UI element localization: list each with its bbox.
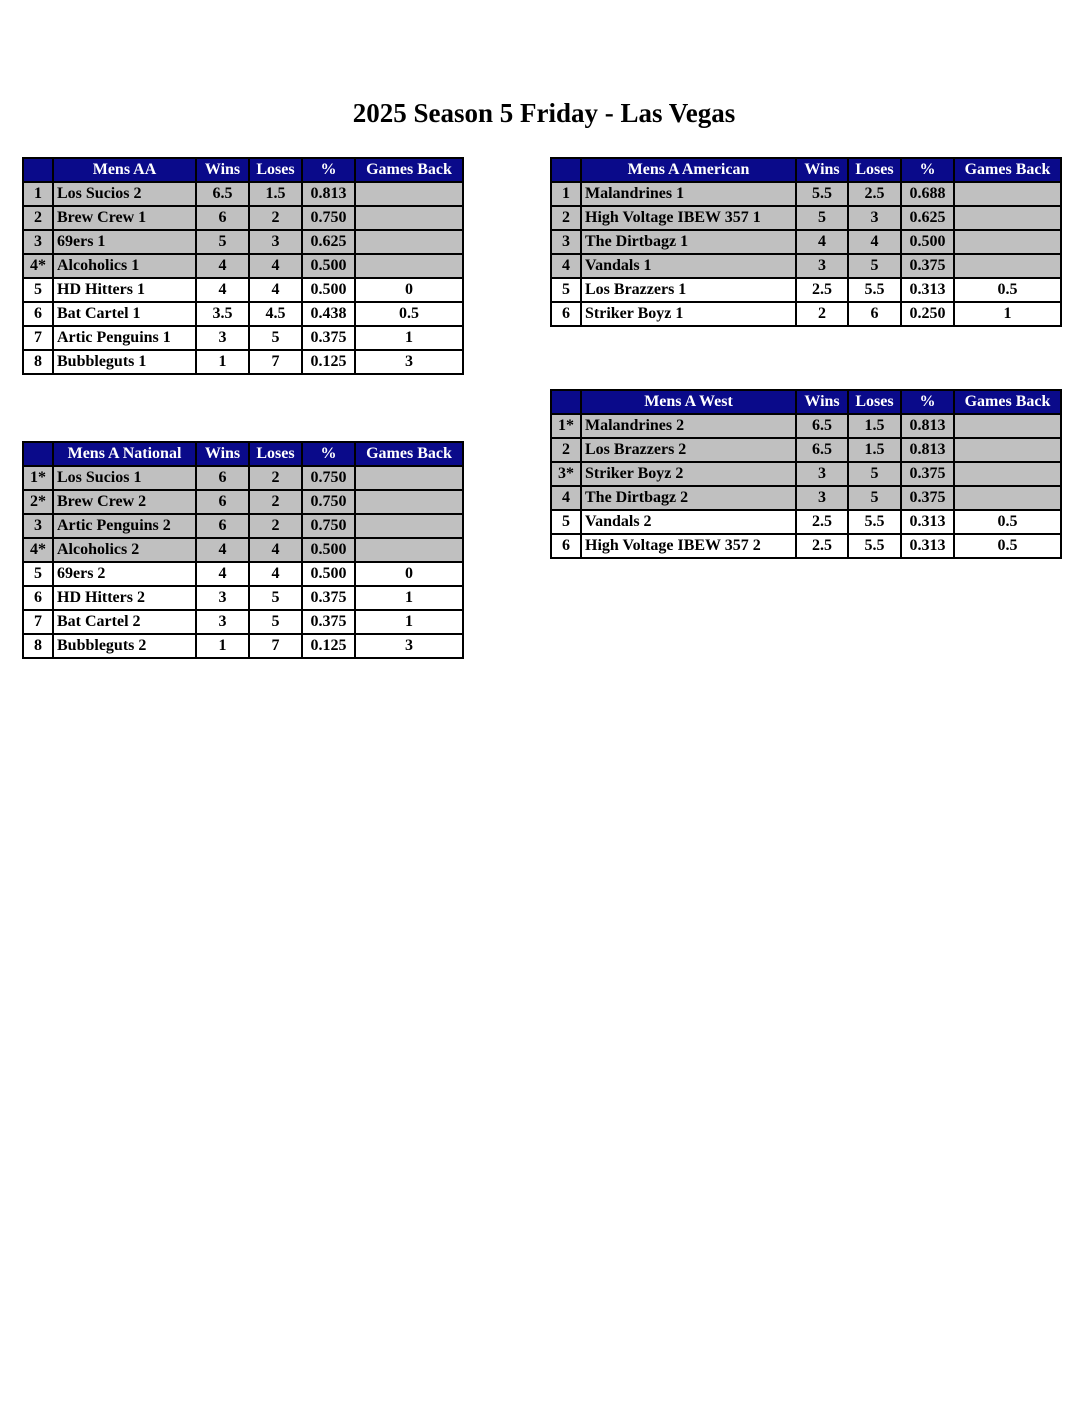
loses-cell: 2	[249, 206, 302, 230]
rank-cell: 5	[23, 278, 53, 302]
games-back-cell: 1	[954, 302, 1061, 326]
pct-cell: 0.250	[901, 302, 954, 326]
wins-cell: 3	[796, 254, 848, 278]
games-back-cell: 3	[355, 350, 463, 374]
wins-cell: 6.5	[796, 414, 848, 438]
team-row	[23, 302, 463, 326]
wins-cell: 4	[196, 538, 249, 562]
pct-cell: 0.313	[901, 278, 954, 302]
column-header-loses: Loses	[249, 442, 302, 466]
team-row	[23, 514, 463, 538]
team-row	[551, 462, 1061, 486]
pct-cell: 0.375	[302, 610, 355, 634]
pct-cell: 0.125	[302, 634, 355, 658]
games-back-cell	[355, 490, 463, 514]
rank-cell: 2	[23, 206, 53, 230]
team-name-cell: Bubbleguts 2	[53, 634, 196, 658]
pct-cell: 0.813	[901, 414, 954, 438]
loses-cell: 2	[249, 466, 302, 490]
team-name-cell: Alcoholics 1	[53, 254, 196, 278]
rank-cell: 2*	[23, 490, 53, 514]
rank-cell: 4*	[23, 254, 53, 278]
games-back-cell	[954, 438, 1061, 462]
wins-cell: 3	[196, 610, 249, 634]
rank-cell: 5	[551, 278, 581, 302]
loses-cell: 5	[848, 462, 901, 486]
loses-cell: 2	[249, 490, 302, 514]
header-row	[551, 158, 1061, 182]
column-header-pct: %	[302, 442, 355, 466]
team-name-cell: Vandals 2	[581, 510, 796, 534]
games-back-cell	[954, 182, 1061, 206]
team-row	[23, 634, 463, 658]
team-row	[23, 182, 463, 206]
rank-cell: 2	[551, 438, 581, 462]
team-row	[551, 414, 1061, 438]
team-name-cell: Vandals 1	[581, 254, 796, 278]
games-back-cell	[355, 466, 463, 490]
rank-cell: 5	[551, 510, 581, 534]
loses-cell: 5.5	[848, 534, 901, 558]
wins-cell: 5	[196, 230, 249, 254]
team-name-cell: Bat Cartel 1	[53, 302, 196, 326]
standings-table-mens-aa	[22, 157, 464, 375]
rank-cell: 3	[23, 514, 53, 538]
loses-cell: 2.5	[848, 182, 901, 206]
header-rank-cell	[23, 158, 53, 182]
division-name: Mens A American	[581, 158, 796, 182]
rank-cell: 4	[551, 254, 581, 278]
loses-cell: 4	[848, 230, 901, 254]
games-back-cell	[954, 254, 1061, 278]
wins-cell: 2.5	[796, 278, 848, 302]
loses-cell: 5	[249, 586, 302, 610]
pct-cell: 0.625	[302, 230, 355, 254]
wins-cell: 3	[196, 586, 249, 610]
games-back-cell: 1	[355, 586, 463, 610]
rank-cell: 5	[23, 562, 53, 586]
standings-table-mens-a-american	[550, 157, 1062, 327]
games-back-cell: 0.5	[954, 510, 1061, 534]
rank-cell: 4	[551, 486, 581, 510]
loses-cell: 6	[848, 302, 901, 326]
column-header-loses: Loses	[848, 158, 901, 182]
rank-cell: 6	[551, 534, 581, 558]
team-name-cell: Malandrines 2	[581, 414, 796, 438]
team-row	[551, 438, 1061, 462]
loses-cell: 4.5	[249, 302, 302, 326]
wins-cell: 6.5	[196, 182, 249, 206]
rank-cell: 3*	[551, 462, 581, 486]
column-header-pct: %	[901, 158, 954, 182]
division-name: Mens AA	[53, 158, 196, 182]
loses-cell: 2	[249, 514, 302, 538]
pct-cell: 0.500	[302, 562, 355, 586]
header-rank-cell	[551, 158, 581, 182]
games-back-cell	[954, 486, 1061, 510]
loses-cell: 5	[848, 254, 901, 278]
loses-cell: 5	[848, 486, 901, 510]
team-row	[23, 230, 463, 254]
pct-cell: 0.375	[901, 254, 954, 278]
rank-cell: 1*	[23, 466, 53, 490]
team-row	[551, 206, 1061, 230]
wins-cell: 2	[796, 302, 848, 326]
division-name: Mens A National	[53, 442, 196, 466]
games-back-cell	[355, 182, 463, 206]
games-back-cell	[954, 414, 1061, 438]
games-back-cell: 3	[355, 634, 463, 658]
column-header-loses: Loses	[249, 158, 302, 182]
header-rank-cell	[23, 442, 53, 466]
loses-cell: 3	[848, 206, 901, 230]
team-name-cell: HD Hitters 2	[53, 586, 196, 610]
wins-cell: 4	[196, 254, 249, 278]
wins-cell: 6	[196, 466, 249, 490]
pct-cell: 0.375	[901, 486, 954, 510]
pct-cell: 0.688	[901, 182, 954, 206]
games-back-cell: 0	[355, 278, 463, 302]
pct-cell: 0.750	[302, 514, 355, 538]
pct-cell: 0.313	[901, 510, 954, 534]
games-back-cell: 0	[355, 562, 463, 586]
team-name-cell: HD Hitters 1	[53, 278, 196, 302]
team-row	[23, 610, 463, 634]
games-back-cell	[954, 462, 1061, 486]
pct-cell: 0.813	[302, 182, 355, 206]
pct-cell: 0.375	[302, 326, 355, 350]
team-name-cell: Bat Cartel 2	[53, 610, 196, 634]
team-row	[551, 510, 1061, 534]
games-back-cell: 0.5	[954, 278, 1061, 302]
games-back-cell: 1	[355, 326, 463, 350]
loses-cell: 4	[249, 538, 302, 562]
team-name-cell: Los Sucios 2	[53, 182, 196, 206]
team-name-cell: High Voltage IBEW 357 1	[581, 206, 796, 230]
wins-cell: 6	[196, 490, 249, 514]
column-header-games-back: Games Back	[954, 390, 1061, 414]
pct-cell: 0.500	[901, 230, 954, 254]
column-header-wins: Wins	[196, 158, 249, 182]
rank-cell: 2	[551, 206, 581, 230]
pct-cell: 0.500	[302, 278, 355, 302]
header-row	[23, 158, 463, 182]
games-back-cell	[355, 254, 463, 278]
rank-cell: 1	[551, 182, 581, 206]
rank-cell: 8	[23, 634, 53, 658]
loses-cell: 1.5	[848, 414, 901, 438]
team-name-cell: Striker Boyz 1	[581, 302, 796, 326]
loses-cell: 5	[249, 610, 302, 634]
loses-cell: 5.5	[848, 510, 901, 534]
games-back-cell	[355, 514, 463, 538]
team-name-cell: Artic Penguins 2	[53, 514, 196, 538]
games-back-cell: 0.5	[954, 534, 1061, 558]
header-row	[551, 390, 1061, 414]
rank-cell: 3	[23, 230, 53, 254]
team-name-cell: Los Brazzers 1	[581, 278, 796, 302]
wins-cell: 1	[196, 350, 249, 374]
games-back-cell	[355, 206, 463, 230]
team-name-cell: 69ers 1	[53, 230, 196, 254]
loses-cell: 5	[249, 326, 302, 350]
games-back-cell: 0.5	[355, 302, 463, 326]
team-name-cell: Malandrines 1	[581, 182, 796, 206]
team-name-cell: The Dirtbagz 2	[581, 486, 796, 510]
team-name-cell: Los Sucios 1	[53, 466, 196, 490]
wins-cell: 5.5	[796, 182, 848, 206]
pct-cell: 0.313	[901, 534, 954, 558]
rank-cell: 6	[23, 586, 53, 610]
team-row	[23, 350, 463, 374]
team-name-cell: Los Brazzers 2	[581, 438, 796, 462]
team-row	[23, 538, 463, 562]
team-row	[551, 230, 1061, 254]
loses-cell: 1.5	[249, 182, 302, 206]
wins-cell: 5	[796, 206, 848, 230]
wins-cell: 3	[796, 486, 848, 510]
division-name: Mens A West	[581, 390, 796, 414]
loses-cell: 4	[249, 254, 302, 278]
page-title: 2025 Season 5 Friday - Las Vegas	[352, 98, 736, 128]
team-row	[551, 534, 1061, 558]
team-row	[551, 302, 1061, 326]
loses-cell: 7	[249, 350, 302, 374]
loses-cell: 5.5	[848, 278, 901, 302]
column-header-pct: %	[302, 158, 355, 182]
wins-cell: 6	[196, 206, 249, 230]
loses-cell: 1.5	[848, 438, 901, 462]
team-row	[23, 562, 463, 586]
team-row	[23, 278, 463, 302]
team-row	[551, 182, 1061, 206]
team-name-cell: The Dirtbagz 1	[581, 230, 796, 254]
column-header-games-back: Games Back	[355, 442, 463, 466]
rank-cell: 6	[551, 302, 581, 326]
pct-cell: 0.375	[901, 462, 954, 486]
pct-cell: 0.438	[302, 302, 355, 326]
team-row	[551, 254, 1061, 278]
rank-cell: 1	[23, 182, 53, 206]
column-header-wins: Wins	[796, 390, 848, 414]
team-row	[551, 278, 1061, 302]
pct-cell: 0.500	[302, 254, 355, 278]
header-row	[23, 442, 463, 466]
wins-cell: 1	[196, 634, 249, 658]
pct-cell: 0.625	[901, 206, 954, 230]
column-header-games-back: Games Back	[954, 158, 1061, 182]
rank-cell: 4*	[23, 538, 53, 562]
games-back-cell: 1	[355, 610, 463, 634]
games-back-cell	[954, 206, 1061, 230]
team-row	[551, 486, 1061, 510]
team-name-cell: Bubbleguts 1	[53, 350, 196, 374]
wins-cell: 4	[796, 230, 848, 254]
pct-cell: 0.125	[302, 350, 355, 374]
pct-cell: 0.500	[302, 538, 355, 562]
team-name-cell: Alcoholics 2	[53, 538, 196, 562]
wins-cell: 4	[196, 562, 249, 586]
team-row	[23, 326, 463, 350]
wins-cell: 3	[796, 462, 848, 486]
column-header-pct: %	[901, 390, 954, 414]
team-row	[23, 586, 463, 610]
games-back-cell	[954, 230, 1061, 254]
column-header-loses: Loses	[848, 390, 901, 414]
pct-cell: 0.750	[302, 206, 355, 230]
team-row	[23, 254, 463, 278]
rank-cell: 7	[23, 610, 53, 634]
pct-cell: 0.813	[901, 438, 954, 462]
rank-cell: 1*	[551, 414, 581, 438]
games-back-cell	[355, 230, 463, 254]
team-row	[23, 466, 463, 490]
team-name-cell: 69ers 2	[53, 562, 196, 586]
column-header-wins: Wins	[196, 442, 249, 466]
pct-cell: 0.750	[302, 466, 355, 490]
rank-cell: 7	[23, 326, 53, 350]
team-row	[23, 490, 463, 514]
wins-cell: 4	[196, 278, 249, 302]
rank-cell: 6	[23, 302, 53, 326]
loses-cell: 7	[249, 634, 302, 658]
team-name-cell: Artic Penguins 1	[53, 326, 196, 350]
pct-cell: 0.750	[302, 490, 355, 514]
team-name-cell: High Voltage IBEW 357 2	[581, 534, 796, 558]
column-header-wins: Wins	[796, 158, 848, 182]
loses-cell: 4	[249, 562, 302, 586]
rank-cell: 8	[23, 350, 53, 374]
pct-cell: 0.375	[302, 586, 355, 610]
rank-cell: 3	[551, 230, 581, 254]
wins-cell: 2.5	[796, 534, 848, 558]
team-name-cell: Striker Boyz 2	[581, 462, 796, 486]
column-header-games-back: Games Back	[355, 158, 463, 182]
wins-cell: 6.5	[796, 438, 848, 462]
team-name-cell: Brew Crew 2	[53, 490, 196, 514]
team-name-cell: Brew Crew 1	[53, 206, 196, 230]
wins-cell: 3	[196, 326, 249, 350]
wins-cell: 6	[196, 514, 249, 538]
standings-table-mens-a-west	[550, 389, 1062, 559]
team-row	[23, 206, 463, 230]
standings-table-mens-a-national	[22, 441, 464, 659]
loses-cell: 4	[249, 278, 302, 302]
wins-cell: 2.5	[796, 510, 848, 534]
loses-cell: 3	[249, 230, 302, 254]
header-rank-cell	[551, 390, 581, 414]
games-back-cell	[355, 538, 463, 562]
wins-cell: 3.5	[196, 302, 249, 326]
